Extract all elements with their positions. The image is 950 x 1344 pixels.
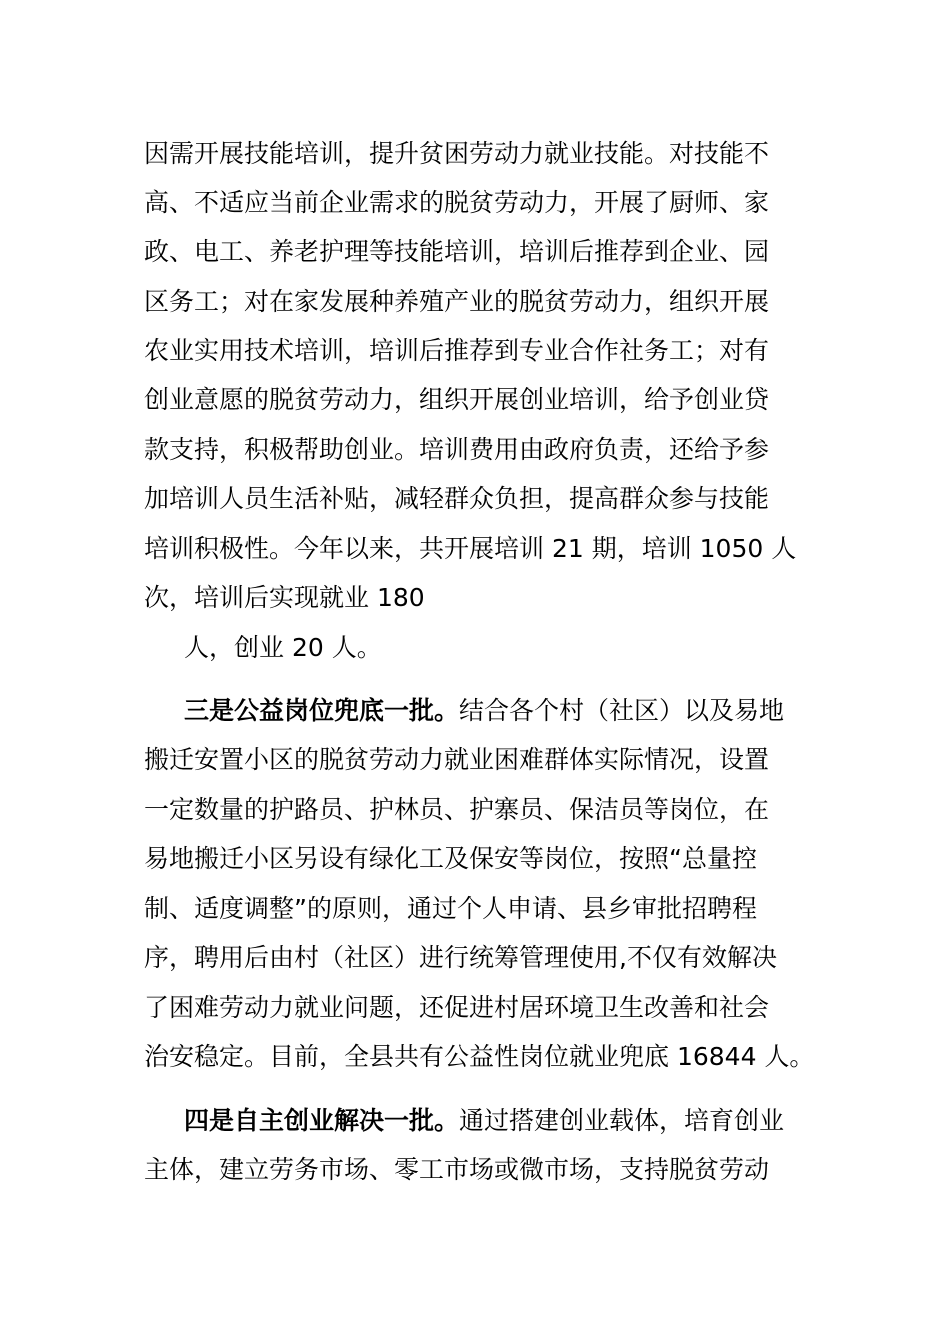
paragraph1-line-7: 款支持，积极帮助创业。培训费用由政府负责，还给予参	[144, 435, 770, 464]
paragraph1-line-3: 政、电工、养老护理等技能培训，培训后推荐到企业、园	[144, 237, 770, 266]
paragraph3-first-line	[184, 1103, 854, 1139]
paragraph2-line-6: 序，聘用后由村（社区）进行统筹管理使用,不仅有效解决	[144, 943, 777, 972]
paragraph2-line-4: 易地搬迁小区另设有绿化工及保安等岗位，按照“总量控	[144, 844, 757, 873]
paragraph2-line-7: 了困难劳动力就业问题，还促进村居环境卫生改善和社会	[144, 993, 770, 1022]
paragraph2-first-line	[184, 693, 854, 729]
paragraph1-line-6: 创业意愿的脱贫劳动力，组织开展创业培训，给予创业贷	[144, 385, 770, 414]
paragraph2-first-rest: 结合各个村（社区）以及易地	[459, 696, 785, 725]
paragraph2-line-2: 搬迁安置小区的脱贫劳动力就业困难群体实际情况，设置	[144, 745, 770, 774]
paragraph3-heading: 四是自主创业解决一批。	[184, 1106, 460, 1135]
paragraph1-line-9: 培训积极性。今年以来，共开展培训 21 期，培训 1050 人	[144, 534, 797, 563]
paragraph1-line-2: 高、不适应当前企业需求的脱贫劳动力，开展了厨师、家	[144, 188, 770, 217]
paragraph2-heading: 三是公益岗位兜底一批。	[184, 696, 460, 725]
paragraph1-line-5: 农业实用技术培训，培训后推荐到专业合作社务工；对有	[144, 336, 770, 365]
paragraph3-first-rest: 通过搭建创业载体，培育创业	[459, 1106, 785, 1135]
paragraph1-line-1: 因需开展技能培训，提升贫困劳动力就业技能。对技能不	[144, 139, 770, 168]
paragraph1-line-4: 区务工；对在家发展种养殖产业的脱贫劳动力，组织开展	[144, 287, 770, 316]
paragraph1-line-10: 次，培训后实现就业 180	[144, 583, 425, 612]
paragraph2-line-5: 制、适度调整”的原则，通过个人申请、县乡审批招聘程	[144, 894, 757, 923]
paragraph3-line-2: 主体，建立劳务市场、零工市场或微市场，支持脱贫劳动	[144, 1155, 770, 1184]
paragraph1-line-8: 加培训人员生活补贴，减轻群众负担，提高群众参与技能	[144, 484, 770, 513]
paragraph2-line-3: 一定数量的护路员、护林员、护寨员、保洁员等岗位，在	[144, 795, 770, 824]
paragraph2-line-8: 治安稳定。目前，全县共有公益性岗位就业兜底 16844 人。	[144, 1042, 815, 1071]
paragraph1-tail: 人，创业 20 人。	[184, 633, 382, 662]
